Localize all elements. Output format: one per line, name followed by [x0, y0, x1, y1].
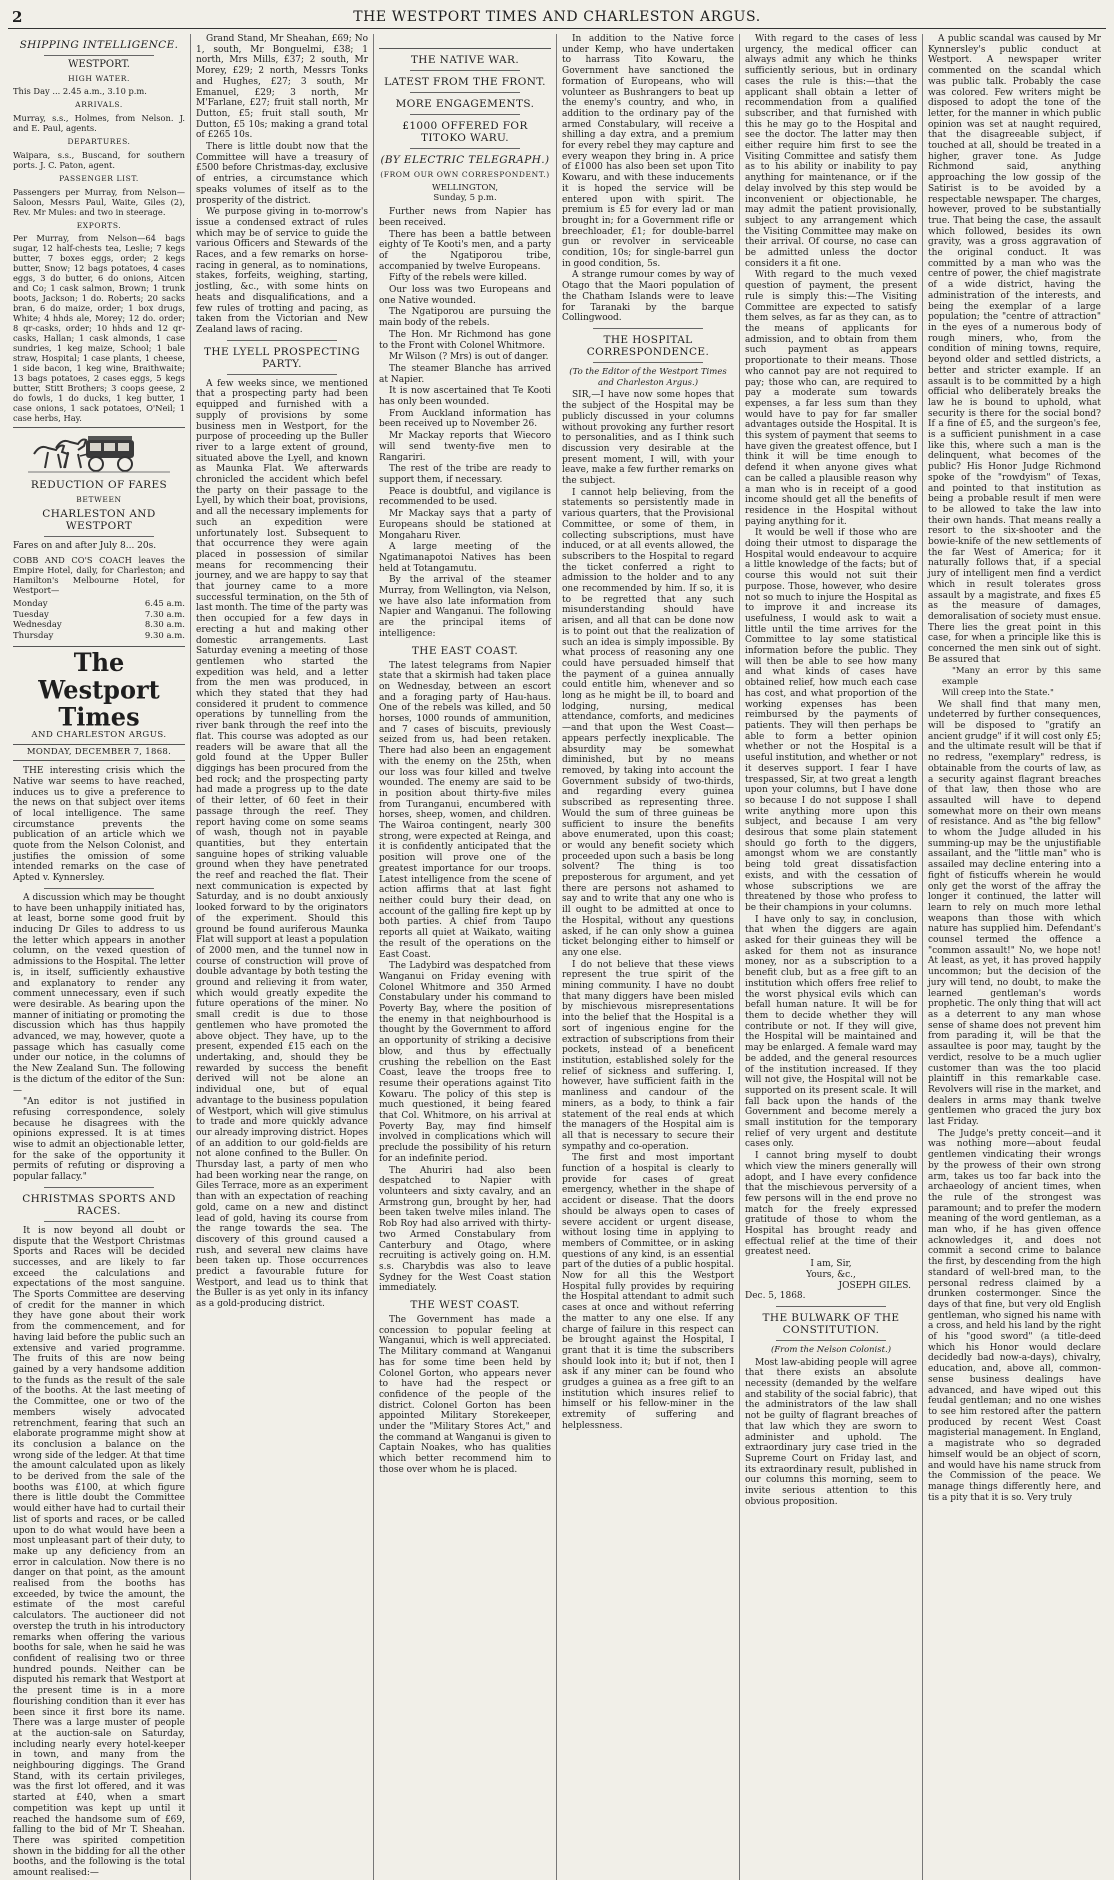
divider — [410, 70, 520, 71]
page-number: 2 — [12, 8, 23, 26]
divider — [410, 148, 520, 149]
column-2 — [191, 34, 374, 1880]
nameplate-subtitle: AND CHARLESTON ARGUS. — [31, 729, 167, 740]
nameplate-title: The Westport Times — [38, 646, 160, 732]
editorial-quote: "An editor is not justified in refusing correspondence, solely because he disagrees with the opinions expressed. It is at times wise to admit an objectionable letter, for the sake of the opportunity it permits of refuting or disproving a popular fallacy." — [13, 1097, 185, 1183]
east-coast-heading: THE EAST COAST. — [411, 644, 519, 657]
divider — [44, 1221, 154, 1222]
news-item: From Auckland information has been received up to November 26. — [379, 408, 551, 430]
dateline-place: WELLINGTON, — [431, 182, 499, 193]
passenger-label: PASSENGER LIST. — [59, 173, 139, 183]
fares-line: Fares on and after July 8... 20s. — [13, 540, 157, 551]
article-paragraph: A public scandal was caused by Mr Kynnersley's public conduct at Westport. A newspaper writer commented on the scandal which was public talk. Probably the case was colored. Few writers might be disposed to adopt the tone of the letter, for the manner in which public opinion was set at naught required, that the disagreeable subject, if touched at all, should be treated in a higher, graver tone. As Judge Richmond said, anything approaching the low gossip of the Satirist is to be avoided by a respectable newspaper. The charges, however, proved to be substantially true. That being the case, the assault which followed, besides its own gravity, was a gross aggravation of the original conduct. It was committed by a man who was the centre of power, the chief magistrate of a wide district, having the administration of the interests, and being the exemplar of a large population; the "centre of attraction" in the eyes of a numerous body of rough miners, who, from the condition of mining towns, require, beyond older and settled districts, a better and stricter example. If an assault is to be committed by a high official who deliberately breaks the law he is bound to uphold, what security is there for the social bond? If a fine of £5, and the surgeon's fee, is a sufficient punishment in a case like this, where such a man is the delinquent, what becomes of the public? His Honor Judge Richmond spoke of the "rowdyism" of Texas, and pointed to that institution as being a probable result if men were to be allowed to take the law into their own hands. That means really a resort to the six-shooter and the bowie-knife of the new settlements of the far West of America; for it naturally follows that, if a special jury of intelligent men find a verdict which in result tolerates gross assault by a magistrate, and fixes £5 as the measure of damages, demoralisation of society must ensue. There lies the great point in this case, for when a principle like this is concerned the men sink out of sight. Be assured that — [928, 34, 1101, 665]
lyell-paragraph: A few weeks since, we mentioned that a prospecting party had been equipped and furnished with a supply of provisions by some business men in Westport, for the purpose of proceeding up the Buller river to a large extent of ground, situated above the Lyell, and known as Maunka Flat. We afterwards chronicled the accident which befel the party on their passage to the Lyell, by which their boat, provisions, and all the necessary implements for such an expedition were unfortunately lost. Subsequent to that occurrence they were again placed in possession of similar means for recommencing their journey, and we are happy to say that that journey came to a more successful termination, on the 5th of last month. The time of the party was then occupied for a few days in erecting a hut and making other domestic arrangements. Last Saturday evening a meeting of those gentlemen who started the expedition was held, and a letter from the men was produced, in which they stated that they had considered it prudent to commence operations by tunnelling from the river bank through the reef into the flat. This course was adopted as our readers will be aware that all the gold found at the Upper Buller diggings has been procured from the bed rock; and the prospecting party had made a progress up to the date of their letter, of 60 feet in their passage through the reef. They report having come on some seams of wash, though not in payable quantities, but they entertain sanguine hopes of striking valuable ground when they have penetrated the reef and reached the flat. Their next communication is expected by Saturday, and is no doubt anxiously looked forward to by the originators of the experiment. Should this ground be found auriferous Maunka Flat will support at least a population of 2000 men, and the tunnel now in course of construction will prove of double advantage by both testing the ground and relieving it from water, which would greatly expedite the future operations of the miner. No small credit is due to those gentlemen who have promoted the above object. They have, up to the present, expended £15 each on the undertaking, and, should they be rewarded by success the benefit derived will not be alone an individual one, but of equal advantage to the business population of Westport, which will give stimulus to trade and more quickly advance our already improving district. Hopes of an addition to our gold-fields are not alone confined to the Buller. On Thursday last, a party of men who had been working near the range, on Giles Terrace, more as an experiment than with an expectation of reaching gold, came on a new and distinct lead of gold, having its course from the range towards the sea. The discovery of this ground caused a rush, and several new claims have been taken up. Those occurrences predict a favourable future for Westport, and lead us to think that the Buller is as yet only in its infancy as a gold-producing district. — [196, 378, 369, 1310]
divider — [44, 1187, 154, 1188]
article-paragraph: The Judge's pretty conceit—and it was nothing more—about feudal gentlemen vindicating their wrongs by the prowess of their own strong arm, takes us too far back into the archaeology of ancient times, when the rule of the strongest was paramount; and to prefer the modern meaning of the word gentleman, as a man who, if he has given offence acknowledges it, and does not commit a second crime to balance the first, by descending from the high standard of well-bred man, to the personal redress claimed by a drunken costermonger. Since the days of that fine, but very old English gentleman, who signed his name with a cross, and held his land by the right of his "good sword" (a title-deed which his Honor would declare decidedly bad now-a-days), chivalry, education, and, above all, common-sense business dealings have advanced, and have wiped out this feudal gentleman; and no one wishes to see him restored after the pattern produced by recent West Coast magisterial management. In England, a magistrate who so degraded himself would be an object of scorn, and would have his name struck from the Commission of the peace. We manage things differently here, and tis a pity that it is so. Very truly — [928, 1128, 1101, 1503]
letter-yours: Yours, &c., — [806, 1269, 856, 1280]
news-item: A large meeting of the Ngatimanapotoi Natives has been held at Totangamutu. — [379, 542, 551, 574]
article-paragraph: Most law-abiding people will agree that there exists an absolute necessity (demanded by the welfare and stability of the social fabric), that the administrators of the law shall not be guilty of flagrant breaches of that law which they are sworn to administer and uphold. The extraordinary jury case tried in the Supreme Court on Friday last, and its extraordinary result, published in our columns this morning, seem to invite serious attention to this obvious proposition. — [745, 1357, 917, 1507]
news-item: Peace is doubtful, and vigilance is recommended to be used. — [379, 486, 551, 508]
divider — [13, 427, 185, 428]
native-war-sub: MORE ENGAGEMENTS. — [395, 98, 535, 110]
news-item: The latest telegrams from Napier state that a skirmish had taken place on Wednesday, between an escort and a foraging party of Hau-haus. One of the rebels was killed, and 50 horses, 1000 rounds of ammunition, and 7 cases of biscuits, previously seized from us, had been retaken. There had also been an engagement with the enemy on the 25th, when our loss was four killed and twelve wounded. The enemy are said to be in position about thirty-five miles from Turanganui, encumbered with horses, sheep, women, and children. The Wairoa contingent, nearly 300 strong, were expected at Reinga, and it is confidently anticipated that the position will prove one of the greatest importance for our troops. Latest intelligence from the scene of action affirms that at last fight neither could bury their dead, on account of the galling fire kept up by both parties. A chief from Taupo reports all quiet at Waikato, waiting the result of the operations on the East Coast. — [379, 660, 551, 960]
news-item: A strange rumour comes by way of Otago that the Maori population of the Chatham Islands were to leave for Taranaki by the barque Collingwood. — [562, 270, 734, 324]
christmas-paragraph: We purpose giving in to-morrow's issue a condensed extract of rules which may be of service to guide the various Officers and Stewards of the Races, and a few remarks on horse-racing in general, as to nominations, stakes, forfeits, weighing, starting, jostling, &c., with some hints on heats and disqualifications, and a few rules of trotting and pacing, as taken from the Victorian and New Zealand laws of racing. — [196, 207, 368, 335]
columns — [8, 34, 1106, 1879]
news-item: The Ngatiporou are pursuing the main body of the rebels. — [379, 307, 551, 329]
column-5 — [740, 34, 923, 1880]
letter-closing: I am, Sir, — [810, 1259, 852, 1270]
christmas-paragraph: There is little doubt now that the Committee will have a treasury of £500 before Christmas-day, exclusive of entries, a circumstance which speaks volumes of itself as to the prosperity of the district. — [196, 142, 368, 206]
native-war-sub: £1000 OFFERED FOR TITOKO WARU. — [402, 120, 528, 144]
arrivals: Murray, s.s., Holmes, from Nelson. J. and E. Paul, agents. — [13, 113, 185, 134]
masthead — [8, 6, 1106, 29]
divider — [227, 374, 337, 375]
news-item: Mr Wilson (? Mrs) is out of danger. — [389, 352, 549, 363]
column-3 — [374, 34, 557, 1880]
passengers: Passengers per Murray, from Nelson—Saloon, Messrs Paul, Waite, Giles (2), Rev. Mr Mules: and two in steerage. — [13, 186, 185, 217]
news-item: The Government has made a concession to popular feeling at Wanganui, which is well appreciated. The Military command at Wanganui has for some time been held by Colonel Gorton, who appears never to have had the respect or confidence of the people of the district. Colonel Gorton has been appointed Military Storekeeper, under the "Military Stores Act," and the command at Wanganui is given to Captain Noakes, who has qualities which better recommend him to those over whom he is placed. — [379, 1315, 551, 1475]
divider — [44, 55, 154, 56]
high-water-label: HIGH WATER. — [68, 73, 130, 83]
hospital-heading: THE HOSPITAL CORRESPONDENCE. — [586, 333, 710, 358]
divider — [593, 328, 703, 329]
verse-quote: "Many an error by this same example Will creep into the State." — [942, 666, 1101, 698]
news-item: The rest of the tribe are ready to support them, if necessary. — [379, 464, 551, 485]
native-war-sub: LATEST FROM THE FRONT. — [384, 76, 546, 88]
bulwark-heading: THE BULWARK OF THE CONSTITUTION. — [762, 1311, 900, 1336]
letter-paragraph: I cannot help believing, from the statements so persistently made in various quarters, that the Provisional Committee, or some of them, in collecting subscriptions, must have induced, or at all events allowed, the subscribers to the Hospital to regard the ticket conferred a right to admission to the holder and to any one recommended by him. If so, it is to be regretted that any such misunderstanding should have arisen, and all that can be done now is to point out that the realization of such an idea is simply impossible. By what process of reasoning any one could have persuaded himself that the payment of a guinea annually could entitle him, whenever and so long as he might be ill, to board and lodging, nursing, medical attendance, comforts, and medicines—and that upon the West Coast—appears perfectly inexplicable. The absurdity may be somewhat diminished, but by no means removed, by taking into account the Government subsidy of two-thirds, and regarding every guinea subscribed as representing three. Would the sum of three guineas be sufficient to insure the benefits above enumerated, upon this coast; or would any benefit society which proceeded upon such a basis be long solvent? The thing is too preposterous for argument, and yet there are persons not ashamed to say and to write that any one who is ill ought to be admitted at once to the Hospital, without any questions asked, if he can only show a guinea ticket belonging either to himself or any one else. — [562, 487, 734, 958]
news-item: Mr Mackay reports that Wiecoro will send twenty-five men to Rangariri. — [379, 431, 551, 463]
fares-heading: REDUCTION OF FARES — [30, 479, 168, 492]
newspaper-title: THE WESTPORT TIMES AND CHARLESTON ARGUS. — [353, 9, 761, 25]
correspondent-label: (FROM OUR OWN CORRESPONDENT.) — [380, 170, 550, 179]
news-item: Our loss was two Europeans and one Native wounded. — [379, 285, 551, 306]
fares-schedule — [13, 599, 185, 642]
exports-label: EXPORTS. — [76, 220, 122, 230]
west-coast-heading: THE WEST COAST. — [410, 1299, 520, 1312]
divider — [593, 362, 703, 363]
divider — [776, 1340, 886, 1341]
news-item: The Ahuriri had also been despatched to Napier with volunteers and sixty cavalry, and an Armstrong gun, brought by her, had been taken twelve miles inland. The Rob Roy had also arrived with thirty-two Armed Constabulary from Canterbury and Otago, where recruiting is actively going on. H.M. s.s. Charybdis was also to leave Sydney for the West Coast station immediately. — [379, 1165, 551, 1294]
bulwark-source: (From the Nelson Colonist.) — [770, 1344, 892, 1355]
column-1 — [8, 34, 191, 1880]
departures-label: DEPARTURES. — [67, 137, 131, 147]
news-item: Mr Mackay says that a party of Europeans should be stationed at Mongaharu River. — [379, 509, 551, 541]
native-war-heading: THE NATIVE WAR. — [410, 54, 520, 66]
fares-route: CHARLESTON AND WESTPORT — [42, 507, 156, 532]
news-item: There has been a battle between eighty of Te Kooti's men, and a party of the Ngatiporou tribe, accompanied by twelve Europeans. — [379, 229, 551, 272]
schedule-row: Tuesday 7.30 a.m. — [13, 609, 185, 620]
divider — [44, 888, 154, 889]
letter-paragraph: I cannot bring myself to doubt which view the miners generally will adopt, and I have every confidence that the mischievous perversity of a few persons will in the end prove no match for the freely expressed gratitude of those to whom the Hospital has brought ready and effectual relief at the time of their greatest need. — [745, 1151, 917, 1258]
column-4 — [557, 34, 740, 1880]
departures: Waipara, s.s., Buscand, for southern ports. J. C. Paton, agent. — [13, 149, 185, 170]
news-item: The steamer Blanche has arrived at Napier. — [379, 363, 551, 385]
divider — [410, 114, 520, 115]
telegraph-label: (BY ELECTRIC TELEGRAPH.) — [380, 154, 550, 166]
divider — [379, 48, 551, 49]
shipping-heading: SHIPPING INTELLIGENCE. — [19, 39, 179, 51]
editorial-paragraph: A discussion which may be thought to have been unhappily initiated has, at least, borne some good fruit by inducing Dr Giles to address to us the letter which appears in another column, on the vexed question of admissions to the Hospital. The letter is, in itself, sufficiently exhaustive and explanatory to render any comment unnecessary, even if such were desirable. As bearing upon the manner of initiating or promoting the discussion which has thus happily advanced, we may, however, quote a passage which has casually come under our notice, in the columns of the New Zealand Sun. The following is the dictum of the editor of the Sun:— — [13, 892, 186, 1096]
news-item: Further news from Napier has been received. — [379, 207, 551, 228]
letter-paragraph: It would be well if those who are doing their utmost to disparage the Hospital would endeavour to acquire a little knowledge of the facts; but of course this would not suit their purpose. Those, however, who desire not so much to injure the Hospital as to improve it and increase its usefulness, I would ask to wait a little until the time arrives for the Committee to lay some statistical information before the public. They will then be able to see how many and what kinds of cases have obtained relief, how much each case has cost, and what proportion of the working expenses has been reimbursed by the payments of patients. They will then perhaps be able to form a better opinion whether or not the Hospital is a useful institution, and whether or not it deserves support. I fear I have trespassed, Sir, at two great a length upon your columns, but I have done so because I do not suppose I shall write anything more upon this subject, and because I am very desirous that some plain statement should go forth to the diggers, amongst whom we are constantly being told great dissatisfaction exists, and with the cessation of whose subscriptions we are threatened by those who profess to be their champions in your columns. — [745, 528, 917, 913]
christmas-paragraph: It is now beyond all doubt or dispute that the Westport Christmas Sports and Races will be decided successes, and are likely to far exceed the calculations and expectations of the most sanguine. The Sports Committee are deserving of credit for the manner in which they have gone about their work from the commencement, and for having laid before the public such an extensive and varied programme. The fruits of this are now being gained by a very handsome addition to the funds as the result of the sale of the booths. At the last meeting of the Committee, one or two of the members wisely advocated retrenchment, fearing that such an elaborate programme might show at its conclusion a balance on the wrong side of the ledger. At that time the amount calculated upon as likely to be derived from the sale of the booths was £100, at which figure there is little doubt the Committee would either have had to curtail their list of sports and races, or be called upon to do what would have been a most unpleasant part of their duty, to make up any deficiency from an error in calculation. Now there is no danger on that point, as the amount realised from the booths has exceeded, by twice the amount, the estimate of the most careful calculators. The auctioneer did not overstep the truth in his introductory remarks when offering the various booths for sale, when he said he was confident of realising two or three hundred pounds. Neither can be disputed his remark that Westport at the present time is in a more flourishing condition than it ever has been since it first bore its name. There was a large muster of people at the auction-sale on Saturday, including nearly every hotel-keeper in town, and many from the neighbouring diggings. The Grand Stand, with its certain privileges, was the first lot offered, and it was started at £40, when a smart competition was kept up until it reached the handsome sum of £69, falling to the bid of Mr T. Sheahan. There was spirited competition shown in the bidding for all the other booths, and the following is the total amount realised:— — [13, 1225, 185, 1879]
divider — [227, 340, 337, 341]
lyell-heading: THE LYELL PROSPECTING PARTY. — [203, 345, 360, 370]
letter-date: Dec. 5, 1868. — [745, 1291, 806, 1302]
letter-paragraph: The first and most important function of a hospital is clearly to provide for cases of great emergency, whether in the shape of accident or disease. That the doors should be always open to cases of severe accident or urgent disease, without losing time in applying to members of Committee, or in asking questions of any kind, is an essential part of the duties of a public hospital. Now for all this the Westport Hospital fully provides by requiring the Hospital attendant to admit such cases at once and without referring the matter to any one else. If any charge of failure in this respect can be brought against the Hospital, I grant that it is time the subscribers should look into it; but if not, then I ask if any miner can be found who grudges a guinea as a free gift to an institution which insures relief to himself or his fellow-miner in the extremity of suffering and helplessness. — [562, 1153, 734, 1431]
schedule-row: Thursday 9.30 a.m. — [13, 631, 185, 642]
letter-paragraph: I have only to say, in conclusion, that when the diggers are again asked for their guineas they will be asked for them not as insurance money, nor as a subscription to a benefit club, but as a free gift to an institution which offers free relief to the worst physical evils which can befall human nature. It will be for them to decide whether they will contribute or not. If they will give, the Hospital will be maintained and may be enlarged. A female ward may be added, and the general resources of the institution increased. If they will not give, the Hospital will not be supported on its present scale. It will fall back upon the hands of the Government and become merely a small institution for the temporary relief of very urgent and destitute cases only. — [745, 914, 917, 1150]
christmas-paragraph: Grand Stand, Mr Sheahan, £69; No 1, south, Mr Bonguelmi, £38; 1 north, Mrs Mills, £37; 2 south, Mr Morey, £29; 2 north, Messrs Tonks and Hughes, £27; 3 south, Mr Emanuel, £29; 3 north, Mr M'Farlane, £27; fruit stall north, Mr Dutton, £5; fruit stall south, Mr Dutton, £5 10s; making a grand total of £265 10s. — [196, 34, 368, 141]
column-6 — [923, 34, 1106, 1880]
arrivals-label: ARRIVALS. — [75, 100, 123, 110]
editorial-paragraph: THE interesting crisis which the Native war seems to have reached, induces us to give a preference to the news on that subject over items of local intelligence. The same circumstance prevents the publication of an article which we quote from the Nelson Colonist, and justifies the omission of some intended remarks on the case of Apted v. Kynnersley. — [13, 766, 185, 884]
high-water: This Day ... 2.45 a.m., 3.10 p.m. — [13, 86, 147, 97]
divider — [410, 92, 520, 93]
letter-signature: JOSEPH GILES. — [838, 1280, 911, 1291]
dateline: MONDAY, DECEMBER 7, 1868. — [13, 744, 185, 761]
divider — [44, 536, 154, 537]
schedule-row: Wednesday 8.30 a.m. — [13, 620, 185, 631]
shipping-port: WESTPORT. — [68, 59, 130, 70]
news-item: The Hon. Mr Richmond has gone to the Front with Colonel Whitmore. — [379, 329, 551, 351]
christmas-heading: CHRISTMAS SPORTS AND RACES. — [22, 1192, 176, 1217]
hospital-note: (To the Editor of the Westport Times and Charleston Argus.) — [569, 366, 727, 388]
divider — [776, 1306, 886, 1307]
article-paragraph: We shall find that many men, undeterred by further consequences, will be disposed to "gratify an ancient grudge" if it will cost only £5; and the ultimate result will be that if no redress, "exemplary" redress, is obtainable from the courts of law, as a security against flagrant breaches of that law, then those who are assaulted will have to depend somewhat more on their own means of resistance. And as "the big fellow" to whom the Judge alluded in his summing-up may be the unjustifiable assailant, and the "little man" who is assailed may decline entering into a fight of fisticuffs wherein he would only get the worst of the affray the longer it continued, the latter will learn to rely on much more lethal weapons than those with which nature has supplied him. Defendant's counsel termed the offence a "common assault!" No, we hope not! At least, as yet, it has proved happily uncommon; but the decision of the jury will tend, no doubt, to make the learned gentleman's words prophetic. The only thing that will act as a deterrent to any man whose sense of shame does not prevent him from parading it, will be that the assaultee is poor may, taught by the verdict, resolve to be a much uglier customer than was the too placid plaintiff in this remarkable case. Revolvers will rise in the market, and dealers in arms may thank twelve gentlemen who graced the jury box last Friday. — [928, 699, 1101, 1128]
news-item: Fifty of the rebels were killed. — [389, 273, 527, 284]
fares-body: COBB AND CO'S COACH leaves the Empire Hotel, daily, for Charleston; and Hamilton's Melbourne Hotel, for Westport— — [13, 554, 185, 595]
letter-paragraph: With regard to the cases of less urgency, the medical officer can always admit any which he thinks sufficiently serious, but in ordinary cases the rule is this:—that the applicant shall obtain a letter of recommendation from a qualified subscriber, and that furnished with this he may go to the Hospital and see the doctor. The latter may then either require him first to see the Visiting Committee and satisfy them as to his ability or inability to pay anything for maintenance, or if the delay involved by this step would be inconvenient or objectionable, he may admit the patient provisionally, subject to any arrangement which the Visiting Committee may make on their arrival. Of course, no case can be admitted unless the doctor considers it a fit one. — [745, 34, 917, 269]
letter-paragraph: I do not believe that these views represent the true spirit of the mining community. I have no doubt that many diggers have been misled by mischievous misrepresentations into the belief that the Hospital is a sort of ingenious engine for the extraction of subscriptions from their pockets, instead of a beneficent institution, established solely for the relief of sickness and suffering. I, however, have sufficient faith in the manliness and candour of the miners, as a body, to think a fair statement of the real ends at which the managers of the Hospital aim is all that is necessary to secure their sympathy and co-operation. — [562, 959, 734, 1152]
schedule-row: Monday 6.45 a.m. — [13, 598, 185, 609]
letter-paragraph: With regard to the much vexed question of payment, the present rule is simply this:—The Visiting Committee are expected to satisfy them selves, as far as they can, as to the means of applicants for admission, and to obtain from them such payment as appears proportionate to their means. Those who cannot pay are not required to pay; those who can, are required to pay a moderate sum towards expenses, a far less sum than they would have to pay for far smaller advantages outside the Hospital. It is this system of payment that seems to have given the greatest offence, but I think it will be time enough to defend it when anyone gives what can be called a plausible reason why a man who is in receipt of a good income should get all the benefits of residence in the Hospital without paying anything for it. — [745, 270, 917, 527]
news-item: The Ladybird was despatched from Wanganui on Friday evening with Colonel Whitmore and 350 Armed Constabulary under his command to Poverty Bay, where the position of the enemy in that neighbourhood is thought by the Government to afford an opportunity of striking a decisive blow, and thus by effectually crushing the rebellion on the East Coast, leave the troops free to resume their operations against Tito Kowaru. The policy of this step is much questioned, it being feared that Col. Whitmore, on his arrival at Poverty Bay, may find himself involved in complications which will preclude the possibility of his return for an indefinite period. — [379, 961, 551, 1164]
news-item: It is now ascertained that Te Kooti has only been wounded. — [379, 386, 551, 408]
coach-illustration-icon — [24, 432, 174, 474]
news-item: By the arrival of the steamer Murray, from Wellington, via Nelson, we have also late information from Napier and Wanganui. The following are the principal items of intelligence: — [379, 575, 551, 639]
fares-between: BETWEEN — [76, 495, 122, 505]
exports: Per Murray, from Nelson—64 bags sugar, 12 half-chests tea, Leslie; 7 kegs butter, 7 boxes eggs, order; 2 kegs butter, Snow; 12 bags potatoes, 4 cases eggs, 3 do butter, 6 do onions, Aitcen and Co; 1 cask salmon, Brown; 1 trunk boots, Jackson; 1 do. Roberts; 20 sacks bran, 6 do maize, order; 1 box drugs, White; 4 hhds ale, Morey; 12 do. order; 8 qr-casks, order; 10 hhds and 12 qr-casks, Hallan; 1 cask almonds, 1 case sundries, 1 keg maize, School; 1 bale straw, Hospital; 1 case plants, 1 cheese, 1 side bacon, 1 keg wine, Braithwaite; 13 bags potatoes, 2 cases eggs, 5 kegs butter, Stitt Brothers; 3 coops geese, 2 do fowls, 1 do ducks, 1 keg butter, 1 case onions, 1 sack potatoes, O'Neil; 1 case herbs, Hay. — [13, 233, 185, 424]
news-item: In addition to the Native force under Kemp, who have undertaken to harrass Tito Kowaru, the Government have sanctioned the formation of Europeans, who will volunteer as Bushrangers to beat up the enemy's country, and who, in addition to the ordinary pay of the armed Constabulary, will receive a shilling a day extra, and a premium for every rebel they may capture and every weapon they bring in. A price of £1000 has also been set upon Tito Kowaru, and with these inducements it is hoped the service will be entered upon with spirit. The premium is £5 for every lad or man brought in; for a Government rifle or breechloader, £1; for double-barrel gun or revolver in serviceable condition, 10s; for single-barrel gun in good condition, 5s. — [562, 34, 734, 269]
letter-paragraph: SIR,—I have now some hopes that the subject of the Hospital may be publicly discussed in your columns without provoking any further resort to personalities, and as I think such discussion very desirable at the present moment, I will, with your leave, make a few further remarks on the subject. — [562, 390, 735, 487]
dateline-time: Sunday, 5 p.m. — [433, 193, 497, 204]
